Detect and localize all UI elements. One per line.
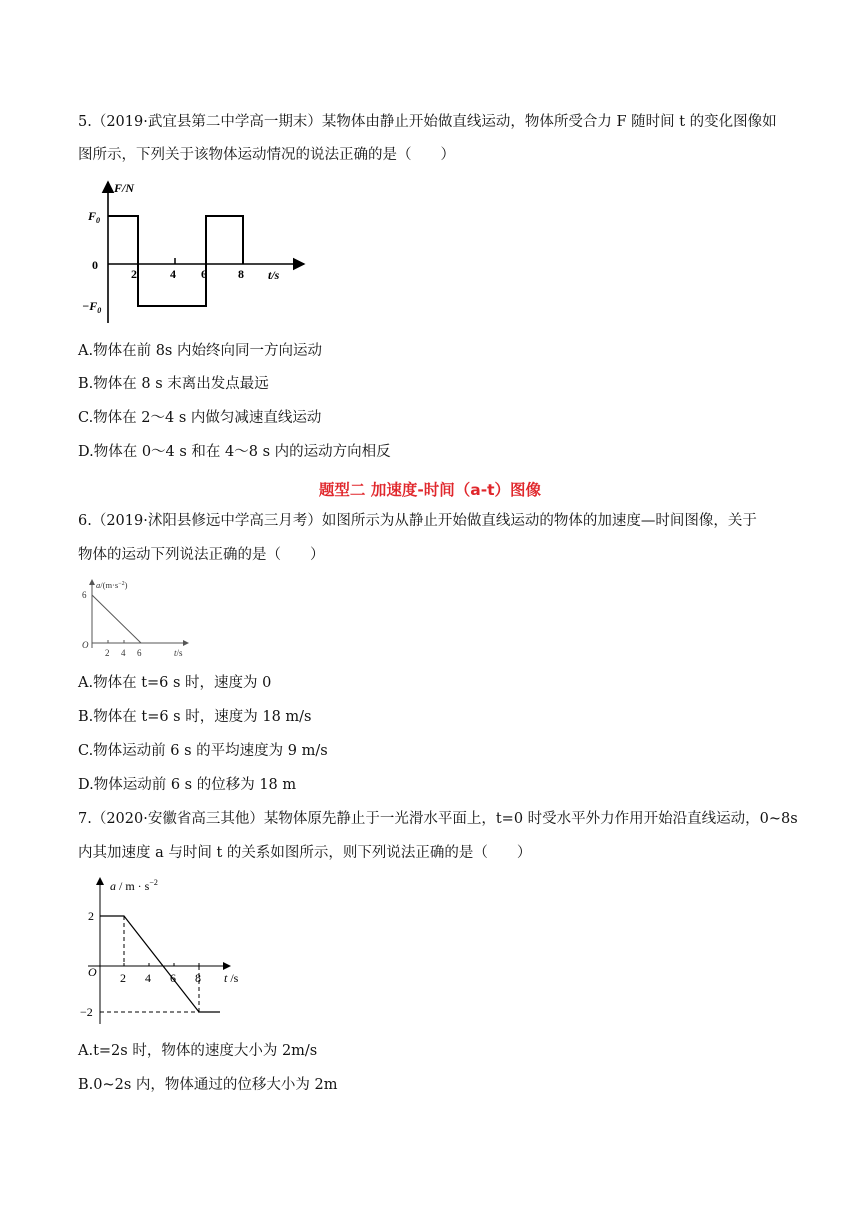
q6-stem-line1: 6.（2019·沭阳县修远中学高三月考）如图所示为从静止开始做直线运动的物体的加速度—时间图像，关于 bbox=[78, 513, 757, 529]
q6-xtick-6: 6 bbox=[137, 648, 142, 658]
q6-acceleration-line bbox=[92, 595, 141, 643]
q5-option-c: C.物体在 2～4 s 内做匀减速直线运动 bbox=[78, 410, 322, 426]
q7-x-axis-label: t /s bbox=[224, 971, 239, 985]
q7-xtick-8: 8 bbox=[195, 971, 201, 985]
q6-ytick-6: 6 bbox=[82, 590, 87, 600]
q5-xtick-4: 4 bbox=[170, 267, 176, 281]
q5-xtick-2: 2 bbox=[131, 267, 137, 281]
section-heading: 题型二 加速度-时间（a-t）图像 bbox=[318, 481, 542, 499]
q7-y-axis-label: $a / m \cdot s^{-2}$ bbox=[110, 878, 158, 893]
q6-option-b: B.物体在 t=6 s 时，速度为 18 m/s bbox=[78, 709, 312, 725]
q5-stem-line2: 图所示，下列关于该物体运动情况的说法正确的是（ ） bbox=[78, 147, 455, 163]
q6-stem-line2: 物体的运动下列说法正确的是（ ） bbox=[78, 547, 325, 563]
q5-option-d: D.物体在 0～4 s 和在 4～8 s 内的运动方向相反 bbox=[78, 444, 391, 460]
q5-xtick-6: 6 bbox=[201, 267, 207, 281]
q7-ytick-2: 2 bbox=[88, 909, 94, 923]
q5-xtick-8: 8 bbox=[238, 267, 244, 281]
q7-acceleration-time-chart bbox=[78, 872, 258, 1032]
q5-tick-negF0: $-F_0$ bbox=[82, 299, 102, 315]
q5-stem-line1: 5.（2019·武宜县第二中学高一期末）某物体由静止开始做直线运动，物体所受合力 F 随时间 t 的变化图像如 bbox=[78, 114, 777, 130]
q6-option-d: D.物体运动前 6 s 的位移为 18 m bbox=[78, 777, 297, 793]
q6-option-a: A.物体在 t=6 s 时，速度为 0 bbox=[78, 675, 272, 691]
q7-origin-label: O bbox=[88, 965, 97, 979]
q6-origin-label: O bbox=[82, 640, 89, 650]
q7-option-b: B.0~2s 内，物体通过的位移大小为 2m bbox=[78, 1077, 338, 1093]
q5-x-axis-label: t/s bbox=[268, 268, 280, 282]
q6-x-axis-label: t/s bbox=[174, 648, 183, 658]
q6-acceleration-time-chart bbox=[78, 576, 208, 660]
q6-y-axis-label: $a/(m\cdot s^{-2})$ bbox=[96, 580, 128, 590]
q7-acceleration-line bbox=[100, 916, 220, 1012]
q7-stem-line1: 7.（2020·安徽省高三其他）某物体原先静止于一光滑水平面上，t=0 时受水平外力作用开始沿直线运动，0~8s bbox=[78, 811, 798, 827]
q7-ytick-neg2: −2 bbox=[80, 1005, 93, 1019]
q6-option-c: C.物体运动前 6 s 的平均速度为 9 m/s bbox=[78, 743, 328, 759]
q6-xtick-4: 4 bbox=[121, 648, 126, 658]
q5-option-b: B.物体在 8 s 末离出发点最远 bbox=[78, 376, 269, 392]
q7-option-a: A.t=2s 时，物体的速度大小为 2m/s bbox=[78, 1043, 318, 1059]
q5-tick-0: 0 bbox=[92, 258, 98, 272]
q7-xtick-6: 6 bbox=[170, 971, 176, 985]
q7-xtick-2: 2 bbox=[120, 971, 126, 985]
q6-xtick-2: 2 bbox=[105, 648, 110, 658]
q5-tick-F0: $F_0$ bbox=[88, 209, 101, 225]
q5-force-time-chart bbox=[78, 178, 318, 328]
q7-xtick-4: 4 bbox=[145, 971, 151, 985]
q7-stem-line2: 内其加速度 a 与时间 t 的关系如图所示，则下列说法正确的是（ ） bbox=[78, 845, 532, 861]
q5-option-a: A.物体在前 8s 内始终向同一方向运动 bbox=[78, 343, 322, 359]
q5-y-axis-label: F/N bbox=[114, 181, 135, 195]
